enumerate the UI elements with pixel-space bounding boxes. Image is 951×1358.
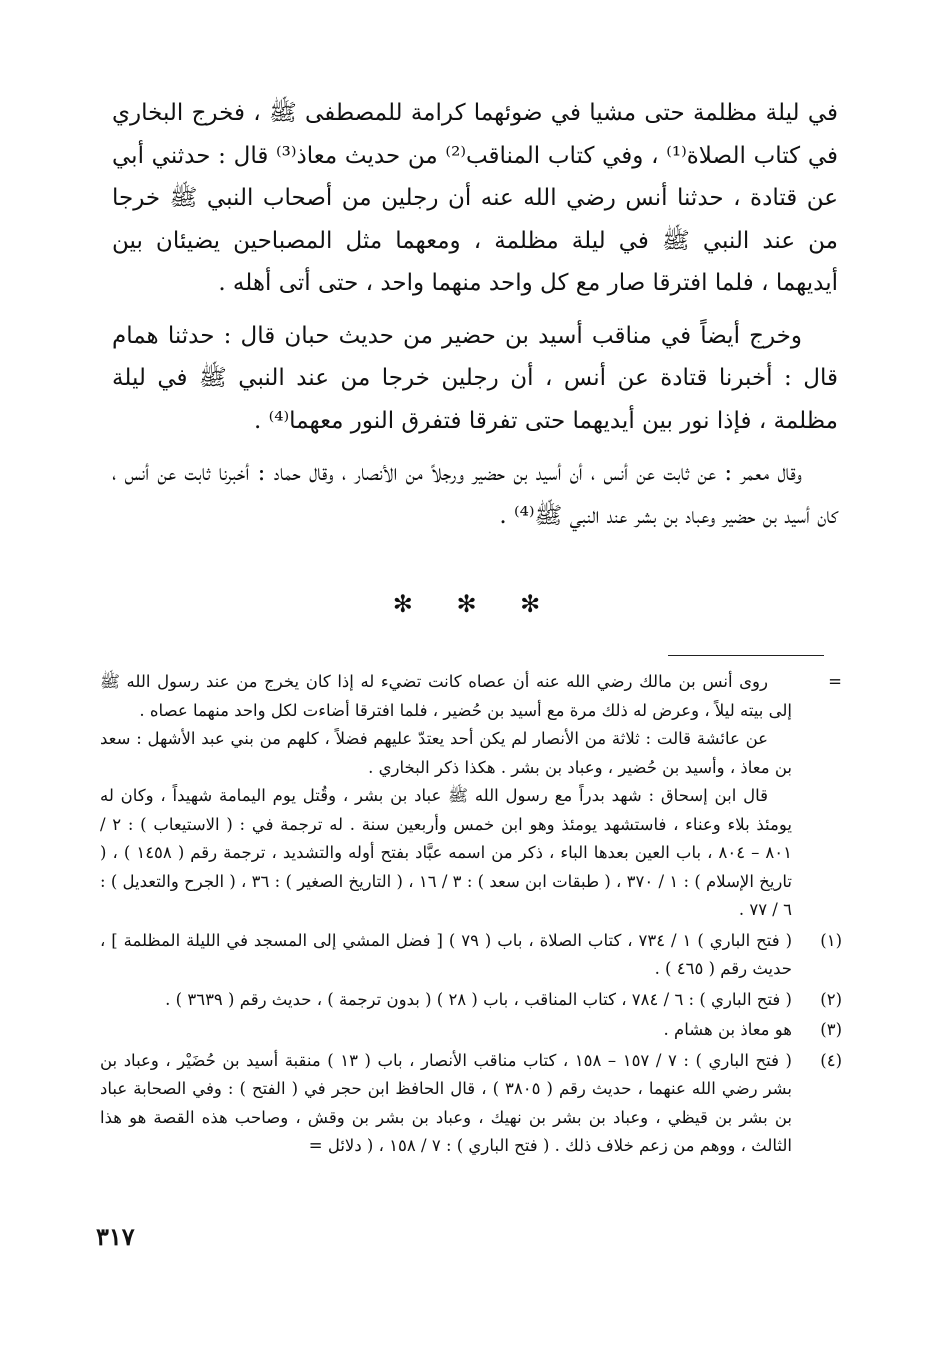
footnote-1 — [100, 927, 842, 984]
footnote-continuation — [100, 668, 842, 925]
paragraph-1: في ليلة مظلمة حتى مشيا في ضوئهما كرامة للمصطفى ﷺ ، فخرج البخاري في كتاب الصلاة⁽¹⁾ ، وفي كتاب المناقب⁽²⁾ من حديث معاذ⁽³⁾ قال : حدثني أبي عن قتادة ، حدثنا أنس رضي الله عنه أن رجلين من أصحاب النبي ﷺ خرجا من عند النبي ﷺ في ليلة مظلمة ، ومعهما مثل المصباحين يضيئان بين أيديهما ، فلما افترقا صار مع كل واحد منهما واحد ، حتى أتى أهله . — [112, 100, 838, 296]
continuation-mark: = — [828, 672, 842, 691]
footnote-number: (٣) — [820, 1020, 842, 1039]
continuation-paragraph: روى أنس بن مالك رضي الله عنه أن عصاه كانت تضيء له إذا كان يخرج من عند رسول الله ﷺ إلى بيته ليلاً ، وعرض له ذلك مرة مع أسيد بن حُضير ، فلما افترقا أضاءت لكل واحد منهما عصاه . — [100, 672, 792, 720]
footnote-2 — [100, 986, 842, 1015]
footnote-number: (٢) — [820, 989, 842, 1009]
footnote-number: (٤) — [820, 1050, 842, 1070]
page-number: ٣١٧ — [96, 1222, 135, 1251]
continuation-paragraph: عن عائشة قالت : ثلاثة من الأنصار لم يكن أحد يعتدّ عليهم فضلاً ، كلهم من بني عبد الأشهل : سعد بن معاذ ، وأسيد بن حُضير ، وعباد بن بشر . هكذا ذكر البخاري . — [100, 729, 792, 777]
footnotes — [100, 668, 842, 1163]
paragraph-2: وخرج أيضاً في مناقب أسيد بن حضير من حديث حبان قال : حدثنا همام قال : أخبرنا قتادة عن أنس ، أن رجلين خرجا من عند النبي ﷺ في ليلة مظلمة ، فإذا نور بين أيديهما حتى تفرقا فتفرق النور معهما⁽⁴⁾ . — [112, 322, 838, 434]
section-separator: ✻ ✻ ✻ — [392, 590, 559, 618]
footnote-text: ( فتح الباري ) : ٧ / ١٥٧ – ١٥٨ ، كتاب مناقب الأنصار ، باب ( ١٣ ) منقبة أسيد بن حُضَيْر ، وعباد بن بشر رضي الله عنهما ، حديث رقم ( ٣٨٠٥ ) ، قال الحافظ ابن حجر في ( الفتح ) : وفي الصحابة عباد بن بشر بن قيظي ، وعباد بن بشر بن نهيك ، وعباد بن بشر بن وقش ، وصاحب هذه القصة هو هذا الثالث ، ووهم من زعم خلاف ذلك . ( فتح الباري ) : ٧ / ١٥٨ ، ( دلائل = — [100, 1050, 792, 1155]
main-text — [112, 92, 838, 547]
footnote-3 — [100, 1016, 842, 1045]
footnote-number: (١) — [820, 930, 842, 950]
footnote-text: ( فتح الباري ) : ٦ / ٧٨٤ ، كتاب المناقب ، باب ( ٢٨ ) ( بدون ترجمة ) ، حديث رقم ( ٣٦٣٩ ) . — [165, 989, 792, 1009]
footnote-text: ( فتح الباري ) ١ / ٧٣٤ ، كتاب الصلاة ، باب ( ٧٩ ) [ فضل المشي إلى المسجد في الليلة المظلمة ] ، حديث رقم ( ٤٦٥ ) . — [100, 930, 793, 978]
footnote-rule — [668, 655, 824, 656]
continuation-paragraph: قال ابن إسحاق : شهد بدراً مع رسول الله ﷺ عباد بن بشر ، وقُتل يوم اليمامة شهيداً ، وكان له يومئذ بلاء وعناء ، فاستشهد يومئذ وهو ابن خمس وأربعين سنة . له ترجمة في : ( الاستيعاب ) : ٢ / ٨٠١ – ٨٠٤ ، باب العين بعدها الباء ، ذكر من اسمه عبَّاد بفتح أوله والتشديد ، ترجمة رقم ( ١٤٥٨ ) ، ( تاريخ الإسلام ) : ١ / ٣٧٠ ، ( طبقات ابن سعد ) : ٣ / ١٦ ، ( التاريخ الصغير ) : ٣٦ ، ( الجرح والتعديل ) : ٦ / ٧٧ . — [100, 786, 793, 919]
footnote-text: هو معاذ بن هشام . — [663, 1020, 792, 1039]
paragraph-3: وقال معمر : عن ثابت عن أنس ، أن أسيد بن حضير ورجلاً من الأنصار ، وقال حماد : أخبرنا ثابت عن أنس ، كان أسيد بن حضير وعباد بن بشر عند النبي ﷺ⁽⁴⁾ . — [112, 460, 838, 529]
footnote-4 — [100, 1047, 842, 1161]
